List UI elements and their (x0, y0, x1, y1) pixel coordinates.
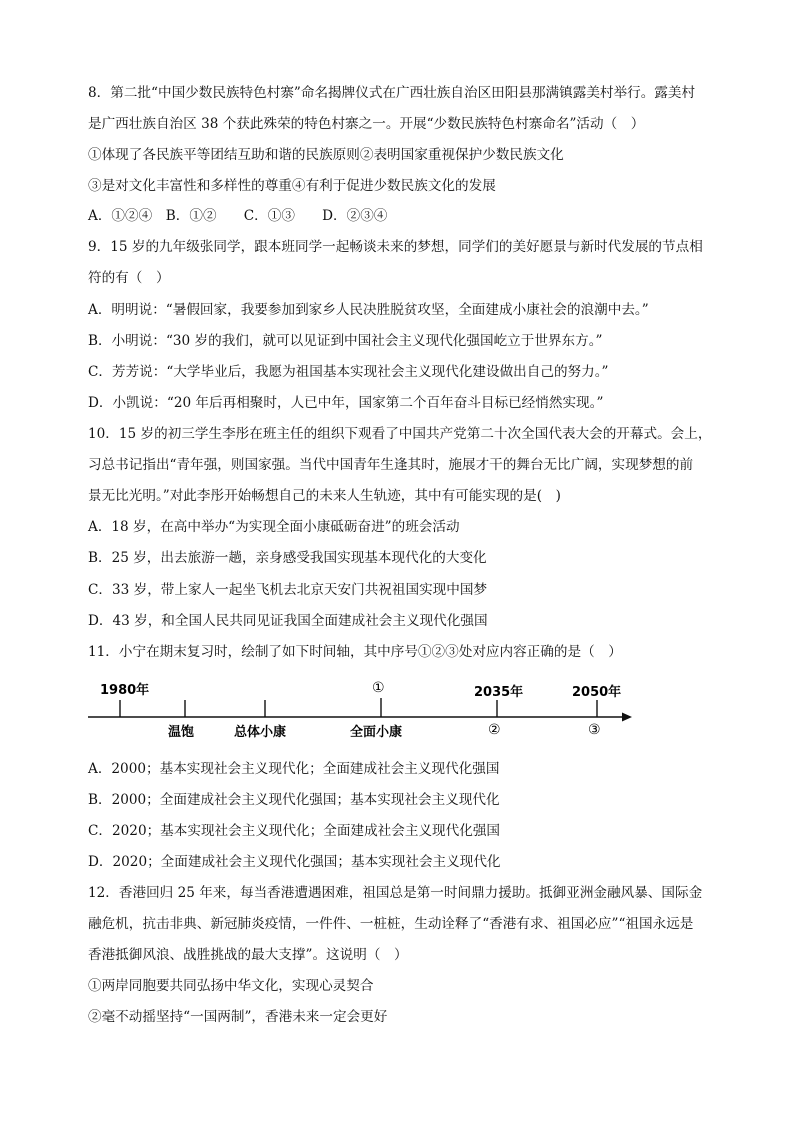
q9-option-c: C．芳芳说：“大学毕业后，我愿为祖国基本实现社会主义现代化建设做出自己的努力。” (88, 364, 609, 380)
q11-option-a: A．2000；基本实现社会主义现代化；全面建成社会主义现代化强国 (88, 761, 500, 777)
timeline-mark-1: ① (372, 680, 385, 696)
timeline-mark-2: ② (488, 722, 501, 738)
q11-option-d: D．2020；全面建成社会主义现代化强国；基本实现社会主义现代化 (88, 854, 501, 870)
q10-option-d: D．43 岁，和全国人民共同见证我国全面建成社会主义现代化强国 (88, 613, 488, 629)
q9-stem-line-2: 符的有（ ） (88, 270, 170, 286)
q12-statement-1: ①两岸同胞要共同弘扬中华文化，实现心灵契合 (88, 978, 374, 994)
q9-option-d: D．小凯说：“20 年后再相聚时，人已中年，国家第二个百年奋斗目标已经悄然实现。” (88, 395, 604, 411)
q8-options: A．①②④ B．①② C．①③ D．②③④ (88, 208, 388, 224)
q9-option-a: A．明明说：“暑假回家，我要参加到家乡人民决胜脱贫攻坚，全面建成小康社会的浪潮中去。” (88, 302, 649, 318)
q12-statement-2: ②毫不动摇坚持“一国两制”，香港未来一定会更好 (88, 1009, 388, 1025)
q10-stem-line-1: 10．15 岁的初三学生李彤在班主任的组织下观看了中国共产党第二十次全国代表大会的开幕式。会上， (88, 426, 712, 442)
q12-stem-line-2: 融危机，抗击非典、新冠肺炎疫情，一件件、一桩桩，生动诠释了“香港有求、祖国必应”“祖国永远是 (88, 916, 694, 932)
timeline-mark-3: ③ (588, 722, 601, 738)
q10-stem-line-3: 景无比光明。”对此李彤开始畅想自己的未来人生轨迹，其中有可能实现的是( ) (88, 488, 561, 504)
timeline-stage-wenbao: 温饱 (168, 725, 195, 740)
timeline-stage-zongti: 总体小康 (234, 725, 287, 740)
q10-option-c: C．33 岁，带上家人一起坐飞机去北京天安门共祝祖国实现中国梦 (88, 582, 488, 598)
q8-statement-1: ①体现了各民族平等团结互助和谐的民族原则②表明国家重视保护少数民族文化 (88, 147, 564, 163)
q9-option-b: B．小明说：“30 岁的我们，就可以见证到中国社会主义现代化强国屹立于世界东方。” (88, 333, 603, 349)
timeline-stage-quanmian: 全面小康 (350, 725, 403, 740)
q12-stem-line-1: 12．香港回归 25 年来，每当香港遭遇困难，祖国总是第一时间鼎力援助。抵御亚洲金融风暴、国际金 (88, 885, 703, 901)
q8-stem-line-1: 8．第二批“中国少数民族特色村寨”命名揭牌仪式在广西壮族自治区田阳县那满镇露美村举行。露美村 (88, 85, 696, 101)
q9-stem-line-1: 9．15 岁的九年级张同学，跟本班同学一起畅谈未来的梦想，同学们的美好愿景与新时代发展的节点相 (88, 239, 703, 255)
q8-statement-2: ③是对文化丰富性和多样性的尊重④有利于促进少数民族文化的发展 (88, 178, 496, 194)
q8-stem-line-2: 是广西壮族自治区 38 个获此殊荣的特色村寨之一。开展“少数民族特色村寨命名”活动（ ） (88, 116, 645, 132)
q11-option-b: B．2000；全面建成社会主义现代化强国；基本实现社会主义现代化 (88, 792, 500, 808)
timeline-diagram (84, 676, 644, 746)
q11-stem: 11．小宁在期末复习时，绘制了如下时间轴，其中序号①②③处对应内容正确的是（ ） (88, 644, 622, 660)
q12-stem-line-3: 香港抵御风浪、战胜挑战的最大支撑”。这说明（ ） (88, 947, 408, 963)
q10-option-b: B．25 岁，出去旅游一趟，亲身感受我国实现基本现代化的大变化 (88, 550, 487, 566)
q10-option-a: A．18 岁，在高中举办“为实现全面小康砥砺奋进”的班会活动 (88, 519, 460, 535)
q10-stem-line-2: 习总书记指出“青年强，则国家强。当代中国青年生逢其时，施展才干的舞台无比广阔，实现梦想的前 (88, 457, 694, 473)
timeline-label-1980: 1980年 (100, 683, 150, 698)
timeline-label-2035: 2035年 (474, 685, 524, 700)
q11-option-c: C．2020；基本实现社会主义现代化；全面建成社会主义现代化强国 (88, 823, 501, 839)
timeline-label-2050: 2050年 (572, 685, 622, 700)
timeline-arrowhead (622, 713, 632, 722)
